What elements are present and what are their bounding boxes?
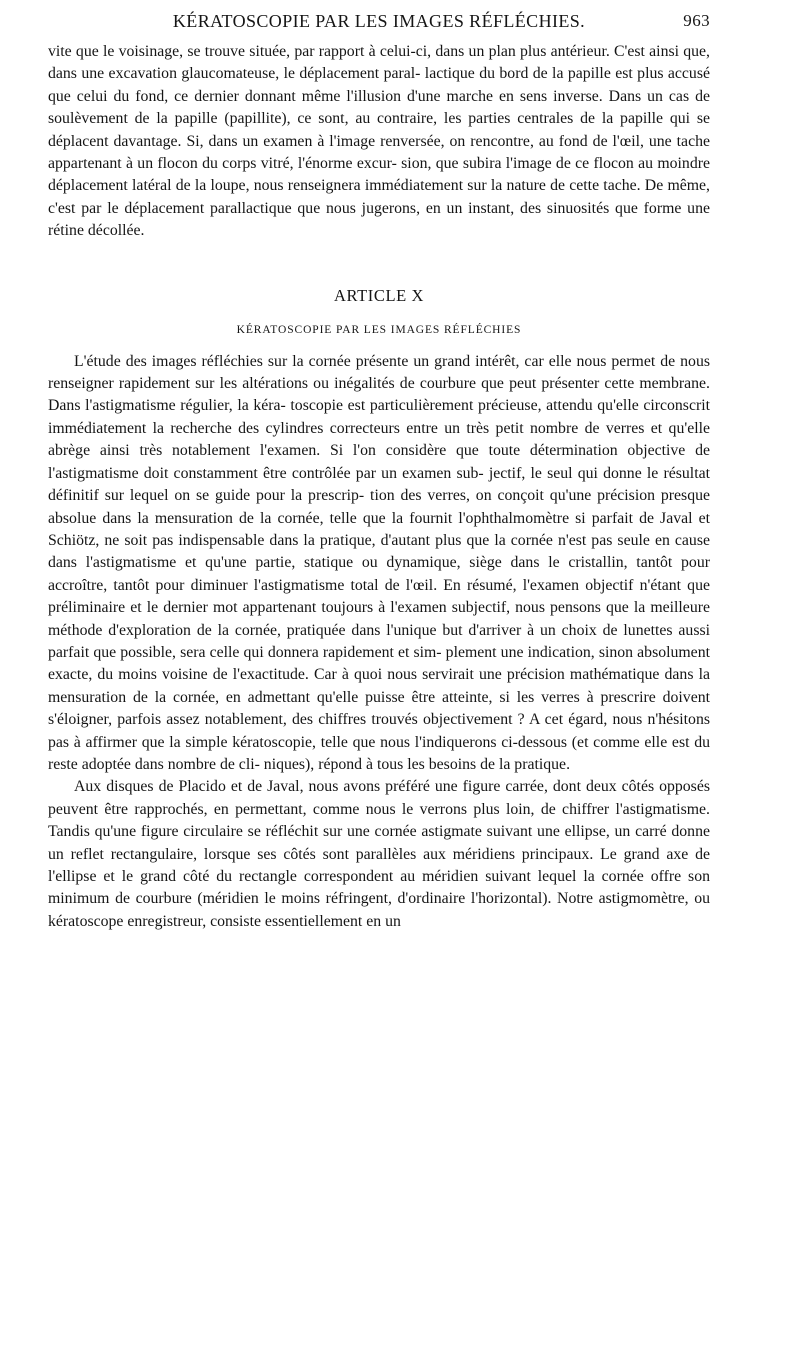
article-paragraph-2: Aux disques de Placido et de Javal, nous avons préféré une figure carrée, dont deux côtés opposés peuvent être rapprochés, en permettant, comme nous le verrons plus loin, de chiffrer l'astigmatisme. Tandis qu'une figure circulaire se réfléchit sur une cornée astigmate suivant une ellipse, un carré donne un reflet rectangulaire, lorsque ses côtés sont parallèles aux méridiens principaux. Le grand axe de l'ellipse et le grand côté du rectangle correspondent au méridien suivant lequel la cornée offre son minimum de courbure (méridien le moins réfringent, d'ordinaire l'horizontal). Notre astigmomètre, ou kératoscope enregistreur, consiste essentiellement en un [48, 778, 710, 930]
article-title: ARTICLE X [333, 285, 425, 305]
intro-paragraph: vite que le voisinage, se trouve située, par rapport à celui-ci, dans un plan plus antérieur. C'est ainsi que, dans une excavation glaucomateuse, le déplacement paral- lactique du bord de la papille est plus accusé que celui du fond, ce dernier donnant même l'illusion d'une marche en sens inverse. Dans un cas de soulèvement de la papille (papillite), ce sont, au contraire, les parties centrales de la papille qui se déplacent davantage. Si, dans un examen à l'image renversée, on rencontre, au fond de l'œil, une tache appartenant à un flocon du corps vitré, l'énorme excur- sion, que subira l'image de ce flocon au moindre déplacement latéral de la loupe, nous renseignera immédiatement sur la nature de cette tache. De même, c'est par le déplacement parallactique que nous jugerons, en un instant, des sinuosités que forme une rétine décollée. [48, 43, 710, 240]
book-page [48, 6, 710, 933]
page-number: 963 [683, 11, 710, 30]
running-header [48, 6, 710, 36]
article-paragraph-1: L'étude des images réfléchies sur la cornée présente un grand intérêt, car elle nous permet de nous renseigner rapidement sur les altérations ou inégalités de courbure que peut présenter cette membrane. Dans l'astigmatisme régulier, la kéra- toscopie est particulièrement précieuse, attendu qu'elle circonscrit immédiatement la recherche des cylindres correcteurs entre un très petit nombre de verres et qu'elle abrège ainsi très notablement l'examen. Si l'on considère que toute détermination objective de l'astigmatisme doit constamment être contrôlée par un examen sub- jectif, le seul qui donne le résultat définitif sur lequel on se guide pour la prescrip- tion des verres, on conçoit qu'une précision presque absolue dans la mensuration de la cornée, telle que la fournit l'ophthalmomètre si parfait de Javal et Schiötz, ne soit pas indispensable dans la pratique, d'autant plus que la cornée n'est pas seule en cause dans l'astigmatisme et qu'une partie, statique ou dynamique, siège dans le cristallin, tantôt pour accroître, tantôt pour diminuer l'astigmatisme total de l'œil. En résumé, l'examen objectif n'étant que préliminaire et le dernier mot appartenant toujours à l'examen subjectif, nous pensons que la meilleure méthode d'exploration de la cornée, pratiquée dans l'unique but d'arriver à un choix de lunettes aussi parfait que possible, sera celle qui donnera rapidement et sim- plement une indication, sinon absolument exacte, du moins voisine de l'exactitude. Car à quoi nous servirait une précision mathématique dans la mensuration de la cornée, en admettant qu'elle puisse être atteinte, si les verres à prescrire doivent s'éloigner, parfois assez notablement, des chiffres trouvés objectivement ? A cet égard, nous n'hésitons pas à affirmer que la simple kératoscopie, telle que nous l'indiquerons ci-dessous (et comme elle est du reste adoptée dans nombre de cli- niques), répond à tous les besoins de la pratique. [48, 352, 710, 773]
article-subtitle: KÉRATOSCOPIE PAR LES IMAGES RÉFLÉCHIES [236, 323, 522, 336]
running-title: KÉRATOSCOPIE PAR LES IMAGES RÉFLÉCHIES. [172, 11, 586, 31]
